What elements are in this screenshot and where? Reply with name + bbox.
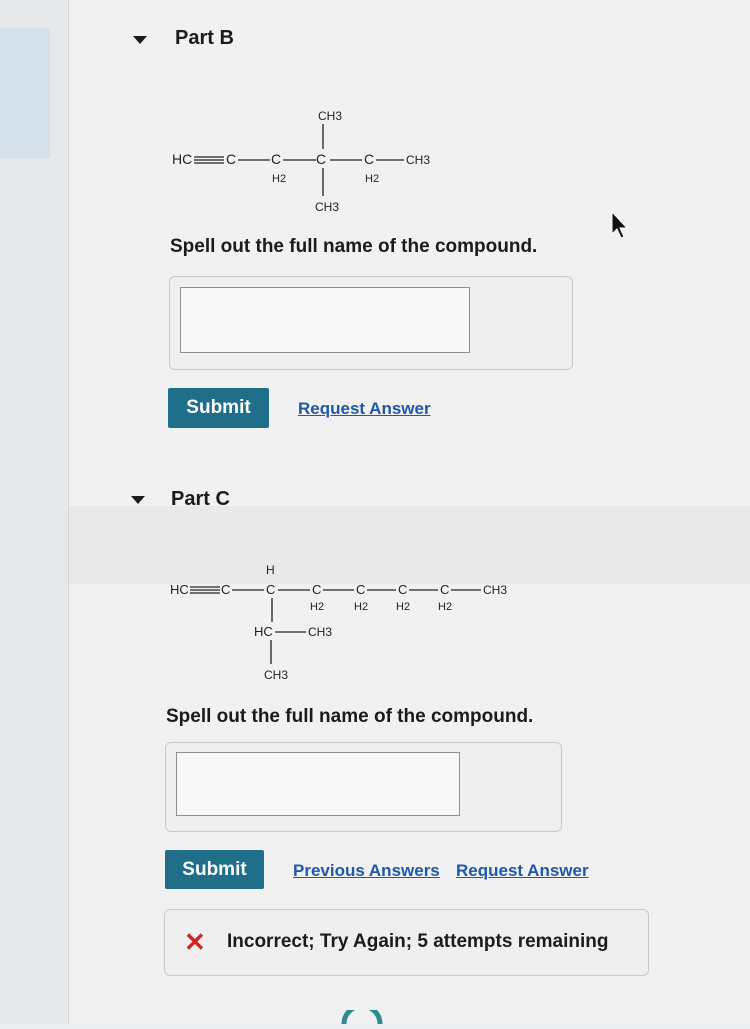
part-c-submit-button[interactable]: Submit — [165, 850, 264, 889]
part-c-previous-answers-link[interactable]: Previous Answers — [293, 861, 440, 880]
part-b-title[interactable]: Part B — [175, 27, 234, 49]
caret-down-icon[interactable] — [133, 36, 147, 44]
struct-hc: HC — [172, 151, 193, 167]
struct-c4: C — [364, 151, 375, 167]
struct-c3: C — [312, 582, 322, 597]
part-c-request-answer-link[interactable]: Request Answer — [456, 861, 589, 880]
part-c-structure — [168, 560, 528, 690]
struct-c1: C — [221, 582, 231, 597]
part-c-answer-input[interactable] — [176, 752, 460, 816]
struct-c3-h2: H2 — [310, 601, 325, 613]
struct-c4: C — [356, 582, 366, 597]
part-c-title[interactable]: Part C — [171, 488, 230, 510]
struct-c5-h2: H2 — [396, 601, 411, 613]
struct-branch-hc: HC — [254, 624, 273, 639]
struct-c7-ch3: CH3 — [483, 583, 508, 597]
x-mark-icon: ✕ — [184, 927, 206, 957]
struct-c5: C — [398, 582, 408, 597]
part-b-structure — [168, 100, 458, 220]
part-b-prompt: Spell out the full name of the compound. — [170, 236, 538, 257]
struct-branch-ch3-right: CH3 — [308, 625, 333, 639]
struct-c5-ch3: CH3 — [406, 153, 431, 167]
struct-c2-top-h: H — [266, 563, 275, 577]
caret-down-icon[interactable] — [131, 496, 145, 504]
struct-c3: C — [316, 151, 327, 167]
struct-c6: C — [440, 582, 450, 597]
mouse-cursor-icon — [610, 210, 630, 245]
help-icon[interactable] — [340, 1010, 384, 1029]
struct-branch-ch3-down: CH3 — [264, 668, 289, 682]
struct-c6-h2: H2 — [438, 601, 453, 613]
left-rail-tab — [0, 28, 50, 158]
struct-c2-h2: H2 — [272, 173, 287, 185]
struct-hc: HC — [170, 582, 189, 597]
struct-c2: C — [266, 582, 276, 597]
part-b-submit-button[interactable]: Submit — [168, 388, 269, 428]
struct-c4-h2: H2 — [354, 601, 369, 613]
struct-c2: C — [271, 151, 282, 167]
part-c-feedback-text: Incorrect; Try Again; 5 attempts remaining — [227, 931, 609, 952]
struct-c3-top-ch3: CH3 — [318, 109, 343, 123]
struct-c3-bottom-ch3: CH3 — [315, 200, 340, 214]
part-b-request-answer-link[interactable]: Request Answer — [298, 399, 431, 418]
struct-c1: C — [226, 151, 237, 167]
part-b-answer-input[interactable] — [180, 287, 470, 353]
struct-c4-h2: H2 — [365, 173, 380, 185]
part-c-prompt: Spell out the full name of the compound. — [166, 706, 534, 727]
